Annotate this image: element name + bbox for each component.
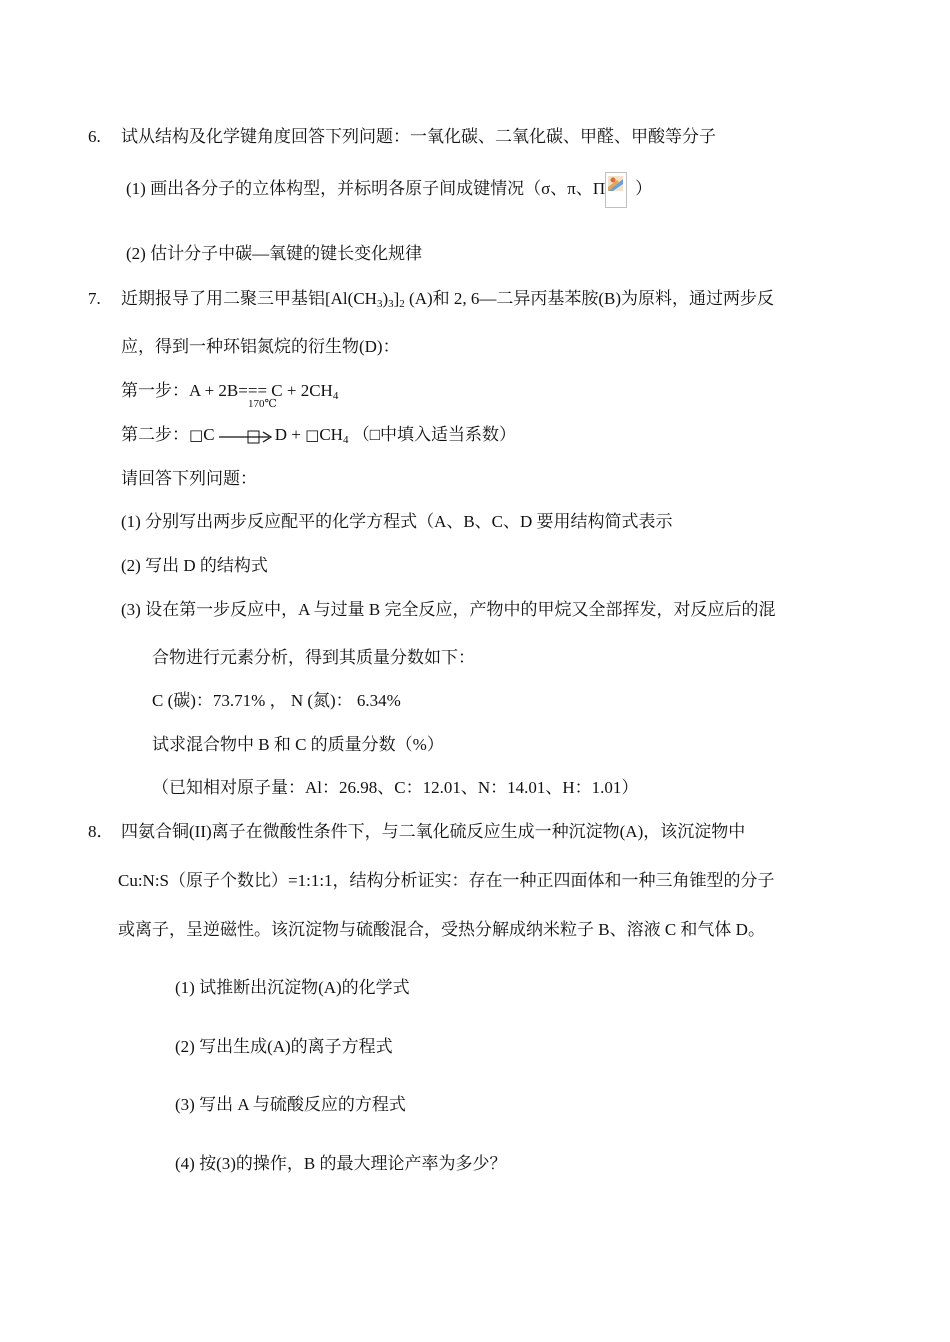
q7-stem-b: ) [382,289,389,308]
q7-part3-atomic-masses: （已知相对原子量：Al：26.98、C：12.01、N：14.01、H：1.01） [152,778,639,797]
q7-step2 [121,425,516,445]
q7-sub-2: 2 [399,298,405,310]
broken-image-icon [605,172,627,208]
q7-step2-b: C [203,425,219,444]
q6-part1-text: (1) 画出各分子的立体构型，并标明各原子间成键情况（σ、π、Π [126,179,606,198]
q6-number: 6. [88,127,101,146]
q7-step1 [121,381,338,401]
q7-part2: (2) 写出 D 的结构式 [121,556,268,575]
q6-part1-end: ） [635,179,653,198]
q7-stem-d: (A)和 2, 6—二异丙基苯胺(B)为原料，通过两步反 [404,289,775,308]
q7-coef-box-2: □ [305,426,320,444]
q8-part2: (2) 写出生成(A)的离子方程式 [175,1037,393,1056]
q7-stem [121,289,774,309]
q6-stem: 试从结构及化学键角度回答下列问题：一氧化碳、二氧化碳、甲醛、甲酸等分子 [121,127,716,146]
q7-step1-equals: === [238,381,268,400]
q7-sub-3b: 3 [388,298,394,310]
q7-step1-b: C + 2CH [267,381,333,400]
q8-number: 8． [88,822,114,841]
q7-part1: (1) 分别写出两步反应配平的化学方程式（A、B、C、D 要用结构简式表示 [121,512,673,531]
q7-step2-sub: 4 [342,434,349,446]
q7-step2-a: 第二步： [121,425,189,444]
q7-stem-c: ] [393,289,400,308]
q8-part4: (4) 按(3)的操作，B 的最大理论产率为多少？ [175,1154,507,1173]
q7-coef-box-1: □ [189,426,204,444]
q6-part1 [126,172,652,208]
q8-stem-line3: 或离子，呈逆磁性。该沉淀物与硫酸混合，受热分解成纳米粒子 B、溶液 C 和气体 D。 [118,920,765,939]
q7-step1-a: 第一步：A + 2B [121,381,239,400]
q7-step2-d: CH [319,425,343,444]
q7-part3: (3) 设在第一步反应中，A 与过量 B 完全反应，产物中的甲烷又全部挥发，对反应后的混 [121,600,776,619]
q7-number: 7. [88,289,101,308]
q7-stem-line2: 应，得到一种环铝氮烷的衍生物(D)： [121,337,400,356]
q6-part2: (2) 估计分子中碳—氧键的键长变化规律 [126,244,423,263]
q7-part3-line2: 合物进行元素分析，得到其质量分数如下： [152,648,475,667]
q8-stem-line2: Cu:N:S（原子个数比）=1:1:1，结构分析证实：存在一种正四面体和一种三角锥型的分子 [118,871,775,890]
q7-part3-question: 试求混合物中 B 和 C 的质量分数（%） [152,735,444,754]
reaction-arrow-icon [219,429,275,443]
q8-part3: (3) 写出 A 与硫酸反应的方程式 [175,1095,406,1114]
q8-stem: 四氨合铜(II)离子在微酸性条件下，与二氧化硫反应生成一种沉淀物(A)，该沉淀物中 [121,822,746,841]
q7-stem-a: 近期报导了用二聚三甲基铝[Al(CH [121,289,377,308]
q8-part1: (1) 试推断出沉淀物(A)的化学式 [175,978,410,997]
q7-ask: 请回答下列问题： [121,469,257,488]
q7-step1-condition: 170℃ [248,398,277,410]
q7-part3-composition: C (碳)：73.71% ， N (氮)： 6.34% [152,691,401,710]
q7-sub-3: 3 [376,298,383,310]
q7-step2-e: （□中填入适当系数） [348,425,516,444]
q7-step2-c: D + [274,425,306,444]
q7-step1-sub: 4 [332,390,339,402]
